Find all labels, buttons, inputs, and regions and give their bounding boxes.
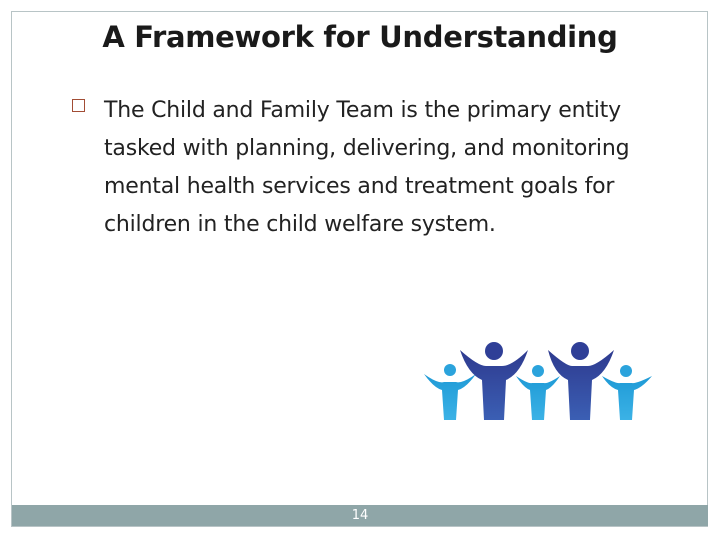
large-figure-icon xyxy=(548,342,614,420)
small-figure-icon xyxy=(602,365,652,420)
people-figures-logo-icon xyxy=(420,340,656,424)
small-figure-icon xyxy=(516,365,560,420)
hollow-square-bullet-icon xyxy=(72,99,85,112)
slide-frame xyxy=(11,11,708,527)
small-figure-icon xyxy=(424,364,476,420)
bullet-text: The Child and Family Team is the primary entity tasked with planning, delivering, and monitoring mental health services and treatment goals for children in the child welfare system. xyxy=(104,98,630,237)
slide-title: A Framework for Understanding xyxy=(102,20,618,54)
page-number: 14 xyxy=(351,508,369,523)
